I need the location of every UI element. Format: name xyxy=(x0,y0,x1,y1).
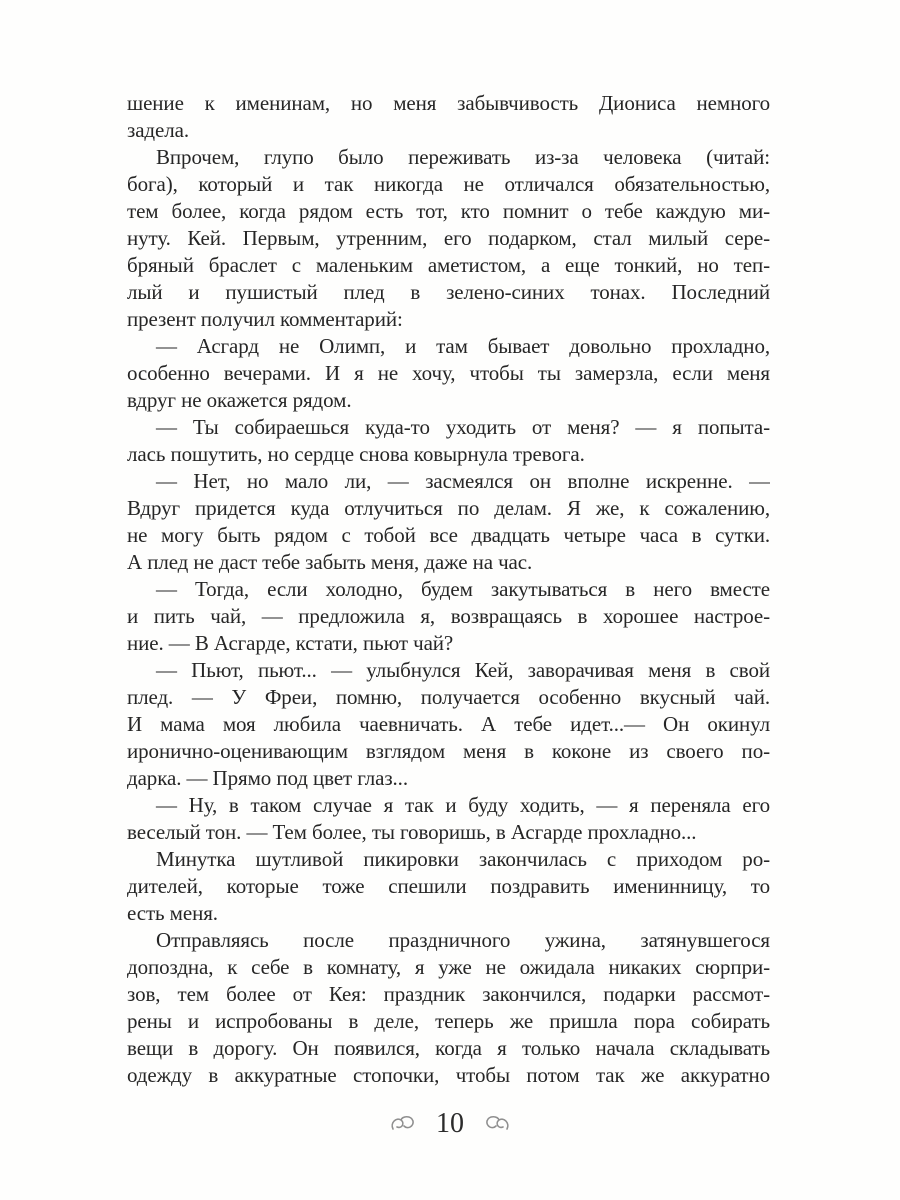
floral-flourish-left-icon xyxy=(390,1115,416,1133)
text-line: особенно вечерами. И я не хочу, чтобы ты замерзла, если меня xyxy=(127,361,770,385)
text-line: допоздна, к себе в комнату, я уже не ожидала никаких сюрпри- xyxy=(127,955,770,979)
text-line: И мама моя любила чаевничать. А тебе идет...— Он окинул xyxy=(127,712,770,736)
text-line: — Ну, в таком случае я так и буду ходить, — я переняла его xyxy=(156,793,770,817)
text-line: — Асгард не Олимп, и там бывает довольно прохладно, xyxy=(156,334,770,358)
text-line: нуту. Кей. Первым, утренним, его подарком, стал милый сере- xyxy=(127,226,770,250)
text-line: лась пошутить, но сердце снова ковырнула тревога. xyxy=(127,442,585,466)
text-line: тем более, когда рядом есть тот, кто помнит о тебе каждую ми- xyxy=(127,199,770,223)
text-line: одежду в аккуратные стопочки, чтобы потом так же аккуратно xyxy=(127,1063,770,1087)
text-line: А плед не даст тебе забыть меня, даже на час. xyxy=(127,550,533,574)
text-line: вдруг не окажется рядом. xyxy=(127,388,352,412)
text-line: Вдруг придется куда отлучиться по делам. Я же, к сожалению, xyxy=(127,496,770,520)
text-line: лый и пушистый плед в зелено-синих тонах. Последний xyxy=(127,280,770,304)
text-line: — Тогда, если холодно, будем закутываться в него вместе xyxy=(156,577,770,601)
text-line: веселый тон. — Тем более, ты говоришь, в Асгарде прохладно... xyxy=(127,820,697,844)
text-line: презент получил комментарий: xyxy=(127,307,403,331)
text-line: плед. — У Фреи, помню, получается особенно вкусный чай. xyxy=(127,685,770,709)
text-line: иронично-оценивающим взглядом меня в коконе из своего по- xyxy=(127,739,770,763)
text-line: Минутка шутливой пикировки закончилась с приходом ро- xyxy=(156,847,770,871)
text-line: ние. — В Асгарде, кстати, пьют чай? xyxy=(127,631,454,655)
text-line: задела. xyxy=(127,118,189,142)
text-line: — Нет, но мало ли, — засмеялся он вполне искренне. — xyxy=(156,469,770,493)
text-line: Впрочем, глупо было переживать из-за человека (читай: xyxy=(156,145,770,169)
text-line: рены и испробованы в деле, теперь же пришла пора собирать xyxy=(127,1009,770,1033)
text-line: — Ты собираешься куда-то уходить от меня? — я попыта- xyxy=(156,415,770,439)
text-line: зов, тем более от Кея: праздник закончился, подарки рассмот- xyxy=(127,982,770,1006)
text-line: бряный браслет с маленьким аметистом, а еще тонкий, но теп- xyxy=(127,253,770,277)
text-line: и пить чай, — предложила я, возвращаясь в хорошее настрое- xyxy=(127,604,770,628)
page-footer xyxy=(0,1104,900,1144)
text-line: дарка. — Прямо под цвет глаз... xyxy=(127,766,408,790)
text-line: вещи в дорогу. Он появился, когда я только начала складывать xyxy=(127,1036,770,1060)
text-line: — Пьют, пьют... — улыбнулся Кей, заворачивая меня в свой xyxy=(156,658,770,682)
text-line: не могу быть рядом с тобой все двадцать четыре часа в сутки. xyxy=(127,523,770,547)
text-line: дителей, которые тоже спешили поздравить именинницу, то xyxy=(127,874,770,898)
text-line: шение к именинам, но меня забывчивость Диониса немного xyxy=(127,91,770,115)
text-line: бога), который и так никогда не отличался обязательностью, xyxy=(127,172,770,196)
floral-flourish-right-icon xyxy=(484,1115,510,1133)
text-block xyxy=(127,90,770,1089)
text-line: есть меня. xyxy=(127,901,218,925)
text-line: Отправляясь после праздничного ужина, затянувшегося xyxy=(156,928,770,952)
page-number: 10 xyxy=(436,1108,464,1139)
